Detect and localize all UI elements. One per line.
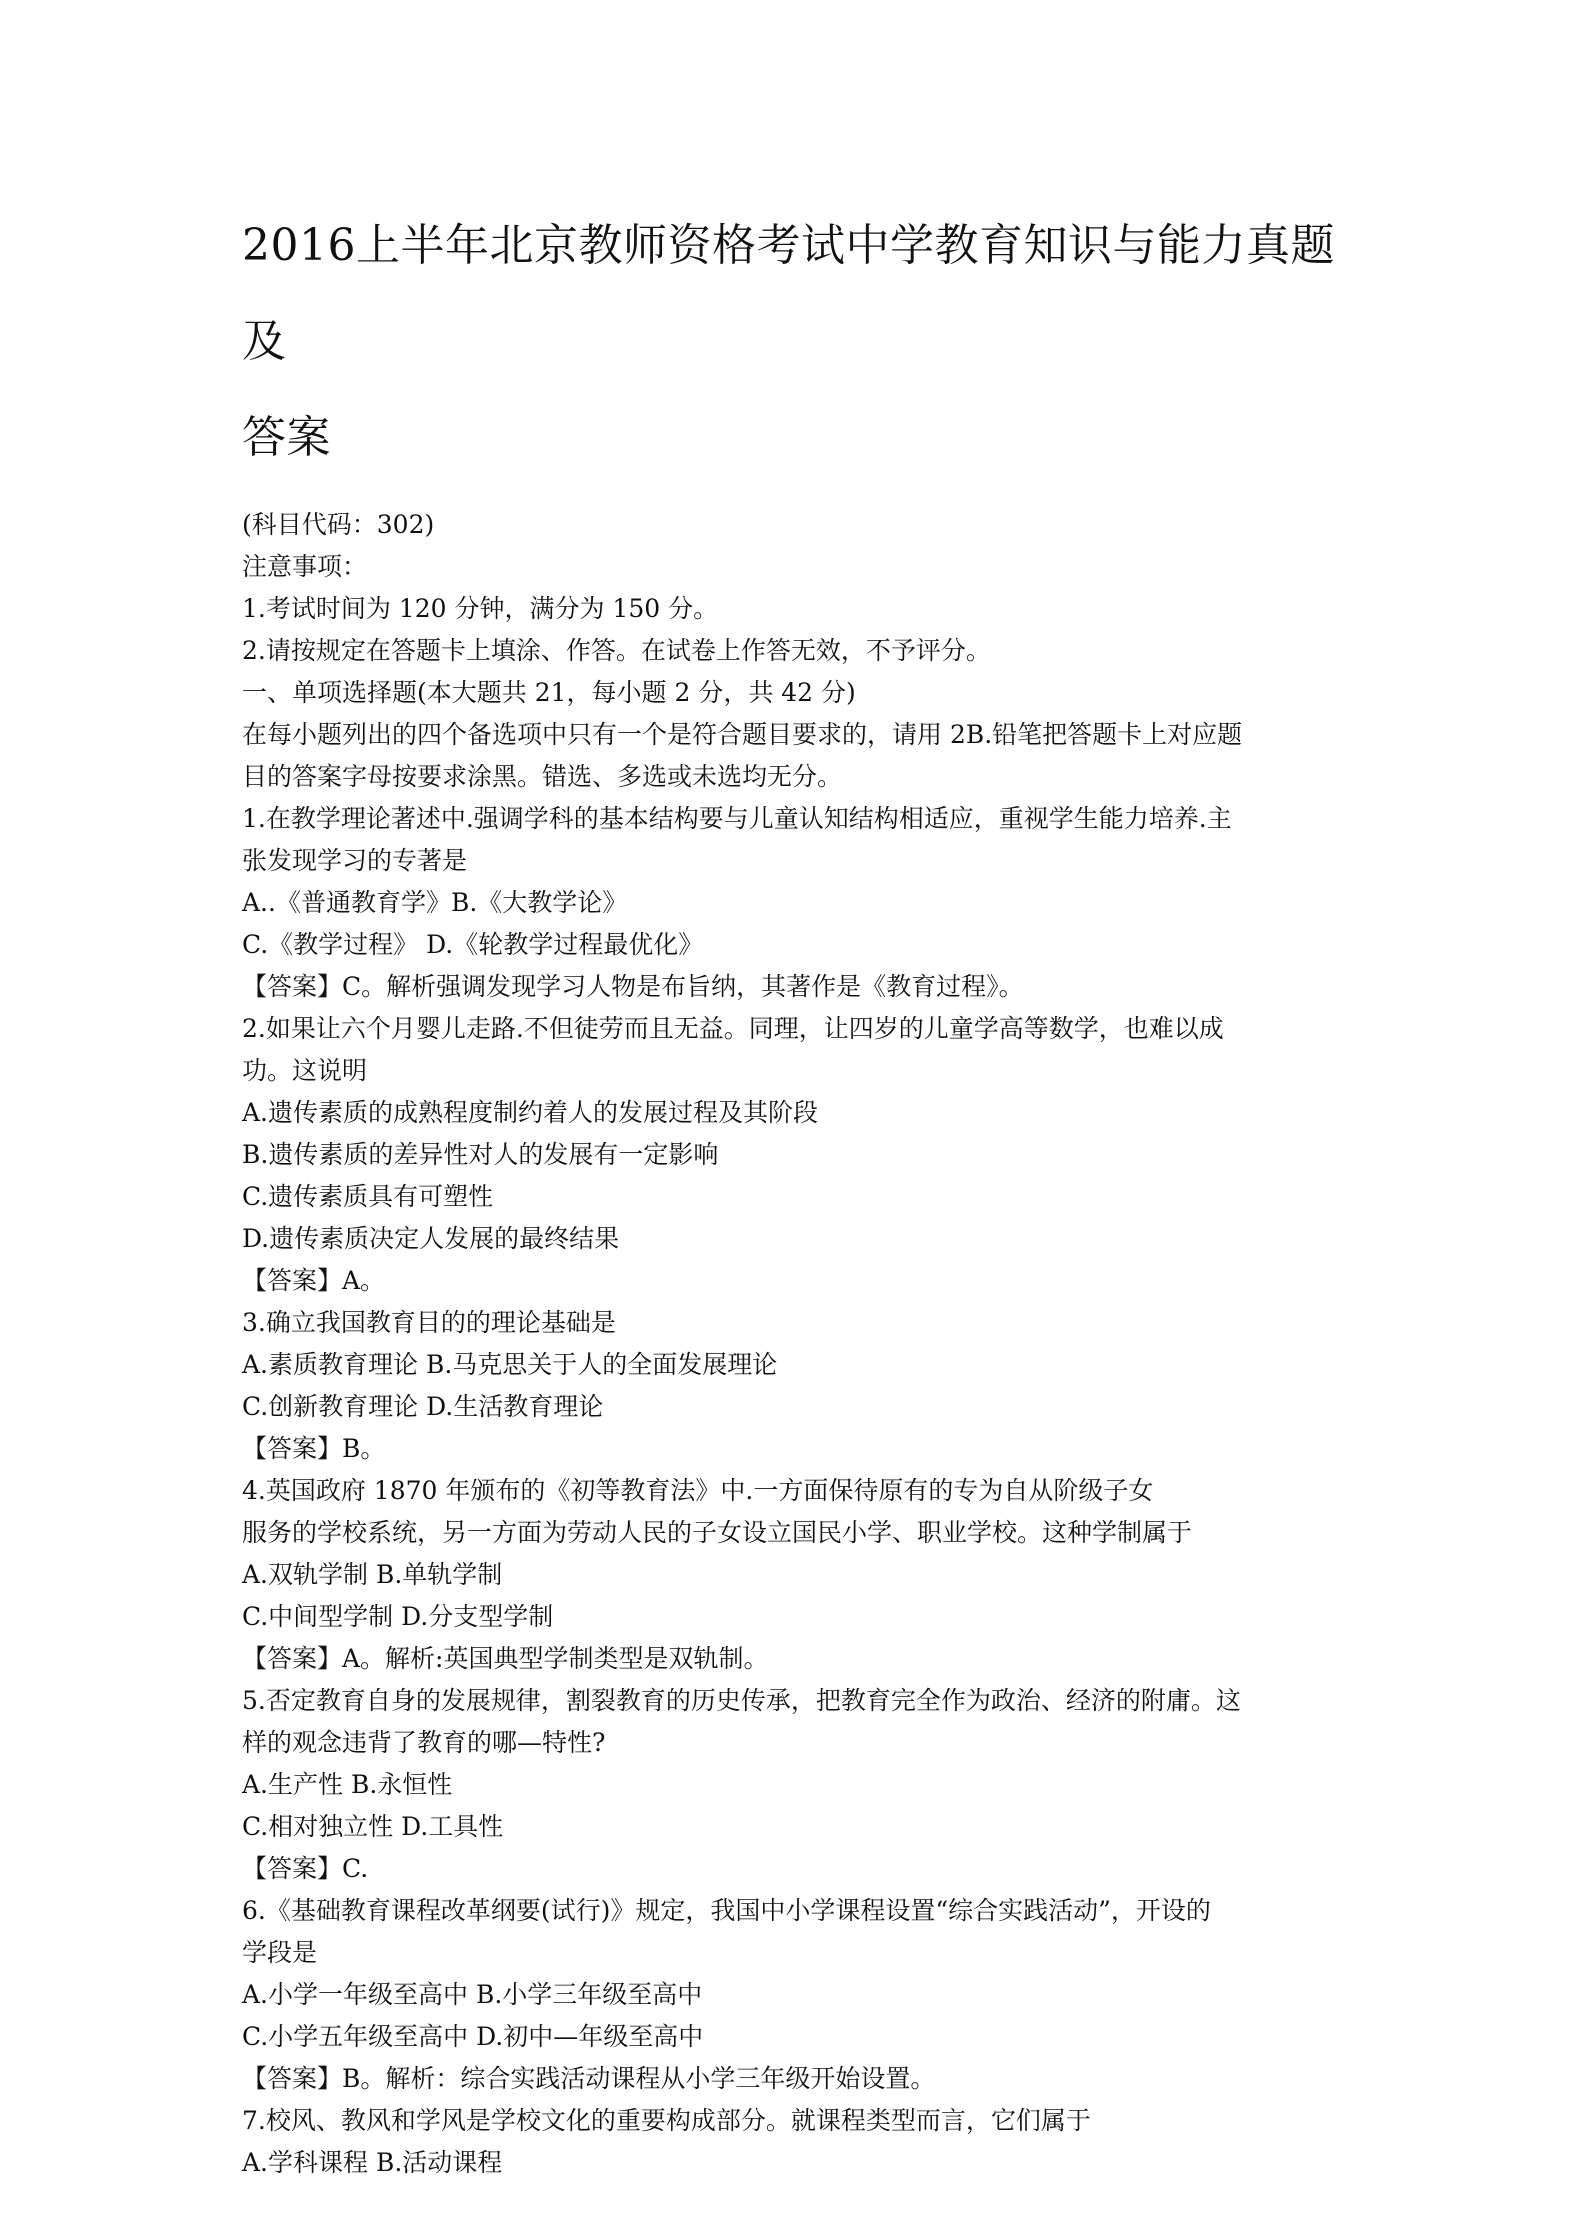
text-line: 在每小题列出的四个备选项中只有一个是符合题目要求的，请用 2B.铅笔把答题卡上对应题 xyxy=(242,720,1243,749)
text-line: 【答案】B。解析：综合实践活动课程从小学三年级开始设置。 xyxy=(242,2064,936,2093)
text-line: 【答案】A。解析:英国典型学制类型是双轨制。 xyxy=(242,1644,769,1673)
text-line: A.学科课程 B.活动课程 xyxy=(242,2148,503,2177)
document-page xyxy=(242,198,1362,2184)
document-title xyxy=(242,198,1362,486)
text-line: C.中间型学制 D.分支型学制 xyxy=(242,1602,554,1631)
text-line: A.遗传素质的成熟程度制约着人的发展过程及其阶段 xyxy=(242,1098,819,1127)
text-line: B.遗传素质的差异性对人的发展有一定影响 xyxy=(242,1140,719,1169)
text-line: 3.确立我国教育目的的理论基础是 xyxy=(242,1308,616,1337)
text-line: 1.考试时间为 120 分钟，满分为 150 分。 xyxy=(242,594,719,623)
text-line: C.创新教育理论 D.生活教育理论 xyxy=(242,1392,604,1421)
text-line: A.双轨学制 B.单轨学制 xyxy=(242,1560,503,1589)
text-line: 一、单项选择题(本大题共 21，每小题 2 分，共 42 分) xyxy=(242,678,856,707)
text-line: 【答案】C。解析强调发现学习人物是布旨纳，其著作是《教育过程》。 xyxy=(242,972,1024,1001)
text-line: 5.否定教育自身的发展规律，割裂教育的历史传承，把教育完全作为政治、经济的附庸。这 xyxy=(242,1686,1241,1715)
text-line: 目的答案字母按要求涂黑。错选、多选或未选均无分。 xyxy=(242,762,843,791)
text-line: 【答案】A。 xyxy=(242,1266,386,1295)
text-line: 学段是 xyxy=(242,1938,318,1967)
text-line: A.素质教育理论 B.马克思关于人的全面发展理论 xyxy=(242,1350,778,1379)
text-line: C.相对独立性 D.工具性 xyxy=(242,1812,504,1841)
text-line: (科目代码：302) xyxy=(242,510,435,539)
text-line: C.《教学过程》 D.《轮教学过程最优化》 xyxy=(242,930,704,959)
text-line: A.小学一年级至高中 B.小学三年级至高中 xyxy=(242,1980,703,2009)
text-line: 注意事项： xyxy=(242,552,368,581)
text-line: 1.在教学理论著述中.强调学科的基本结构要与儿童认知结构相适应，重视学生能力培养.主 xyxy=(242,804,1232,833)
text-line: 服务的学校系统，另一方面为劳动人民的子女设立国民小学、职业学校。这种学制属于 xyxy=(242,1518,1193,1547)
text-line: 张发现学习的专著是 xyxy=(242,846,468,875)
text-line: 【答案】B。 xyxy=(242,1434,386,1463)
text-line: 2.请按规定在答题卡上填涂、作答。在试卷上作答无效，不予评分。 xyxy=(242,636,991,665)
text-line: 7.校风、教风和学风是学校文化的重要构成部分。就课程类型而言，它们属于 xyxy=(242,2106,1091,2135)
text-line: C.遗传素质具有可塑性 xyxy=(242,1182,494,1211)
text-line: D.遗传素质决定人发展的最终结果 xyxy=(242,1224,620,1253)
title-line-2: 答案 xyxy=(242,412,331,463)
text-line: 2.如果让六个月婴儿走路.不但徒劳而且无益。同理，让四岁的儿童学高等数学，也难以成 xyxy=(242,1014,1224,1043)
text-line: A.生产性 B.永恒性 xyxy=(242,1770,453,1799)
text-line: A..《普通教育学》B.《大教学论》 xyxy=(242,888,628,917)
text-line: C.小学五年级至高中 D.初中—年级至高中 xyxy=(242,2022,704,2051)
text-line: 功。这说明 xyxy=(242,1056,368,1085)
title-line-1: 2016上半年北京教师资格考试中学教育知识与能力真题及 xyxy=(242,220,1335,367)
text-line: 【答案】C. xyxy=(242,1854,369,1883)
text-line: 6.《基础教育课程改革纲要(试行)》规定，我国中小学课程设置“综合实践活动”，开设的 xyxy=(242,1896,1211,1925)
document-body xyxy=(242,504,1362,2184)
text-line: 样的观念违背了教育的哪—特性? xyxy=(242,1728,606,1757)
text-line: 4.英国政府 1870 年颁布的《初等教育法》中.一方面保待原有的专为自从阶级子女 xyxy=(242,1476,1154,1505)
